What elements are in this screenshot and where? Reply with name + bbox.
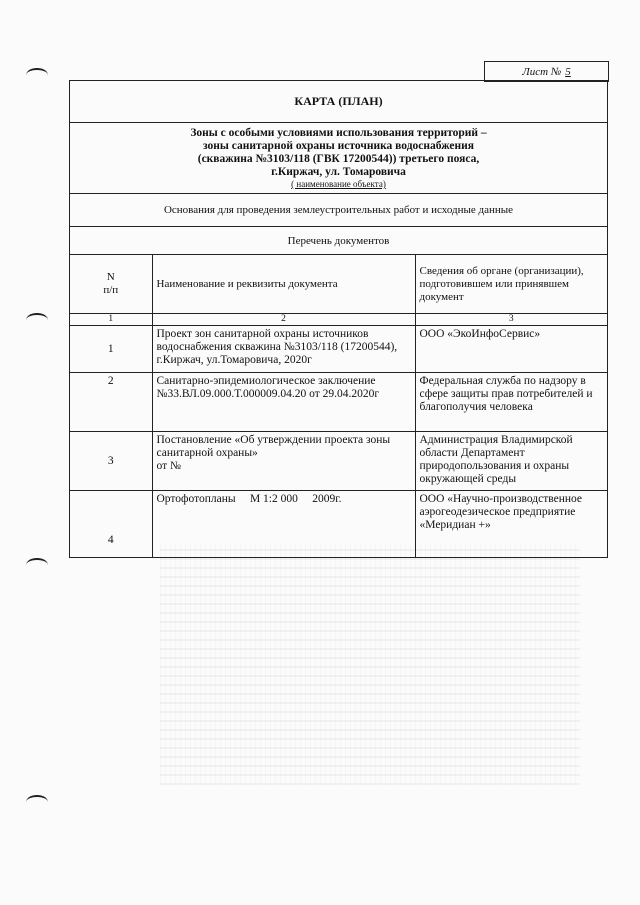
row-document: Санитарно-эпидемиологическое заключение №33.ВЛ.09.000.Т.000009.04.20 от 29.04.2020г <box>152 373 415 432</box>
sheet-label: Лист № <box>522 65 562 78</box>
zone-line-2: зоны санитарной охраны источника водоснабжения <box>202 140 474 152</box>
sheet-number: 5 <box>565 65 571 78</box>
row-number: 4 <box>70 491 152 558</box>
row-organization: Федеральная служба по надзору в сфере защиты прав потребителей и благополучия человека <box>415 373 607 432</box>
header-organization: Сведения об органе (организации), подготовившем или принявшем документ <box>415 255 607 314</box>
basis-heading: Основания для проведения землеустроительных работ и исходные данные <box>70 194 607 227</box>
index-2: 2 <box>152 314 415 326</box>
zone-caption: ( наименование объекта) <box>291 179 386 189</box>
row-document: Проект зон санитарной охраны источников водоснабжения скважина №3103/118 (17200544), г.Киржач, ул.Томаровича, 2020г <box>152 326 415 373</box>
punch-hole-1 <box>26 68 48 82</box>
punch-hole-2 <box>26 313 48 327</box>
table-index-row <box>70 314 607 326</box>
index-3: 3 <box>415 314 607 326</box>
header-number: N п/п <box>70 255 152 314</box>
document-list-heading: Перечень документов <box>70 227 607 255</box>
zone-line-4: г.Киржач, ул. Томаровича <box>271 166 406 178</box>
card-title: КАРТА (ПЛАН) <box>70 81 607 123</box>
row-organization: ООО «ЭкоИнфоСервис» <box>415 326 607 373</box>
row-organization: Администрация Владимирской области Департамент природопользования и охраны окружающей среды <box>415 432 607 491</box>
zone-line-3: (скважина №3103/118 (ГВК 17200544)) третьего пояса, <box>197 153 480 165</box>
table-header-row <box>70 255 607 314</box>
map-card <box>69 80 608 558</box>
sheet-number-box <box>484 61 609 82</box>
punch-hole-3 <box>26 558 48 572</box>
row-organization: ООО «Научно-производственное аэрогеодезическое предприятие «Меридиан +» <box>415 491 607 558</box>
table-row <box>70 326 607 373</box>
row-number: 2 <box>70 373 152 432</box>
row-document: Ортофотопланы М 1:2 000 2009г. <box>152 491 415 558</box>
zone-description <box>70 123 607 194</box>
header-document: Наименование и реквизиты документа <box>152 255 415 314</box>
punch-hole-4 <box>26 795 48 809</box>
documents-table <box>70 255 607 557</box>
table-row <box>70 432 607 491</box>
bleed-through-texture <box>160 545 580 785</box>
row-document: Постановление «Об утверждении проекта зоны санитарной охраны» от № <box>152 432 415 491</box>
row-number: 3 <box>70 432 152 491</box>
documents-table-wrap <box>70 255 607 557</box>
table-row <box>70 373 607 432</box>
index-1: 1 <box>70 314 152 326</box>
zone-line-1: Зоны с особыми условиями использования территорий – <box>190 127 487 139</box>
row-number: 1 <box>70 326 152 373</box>
